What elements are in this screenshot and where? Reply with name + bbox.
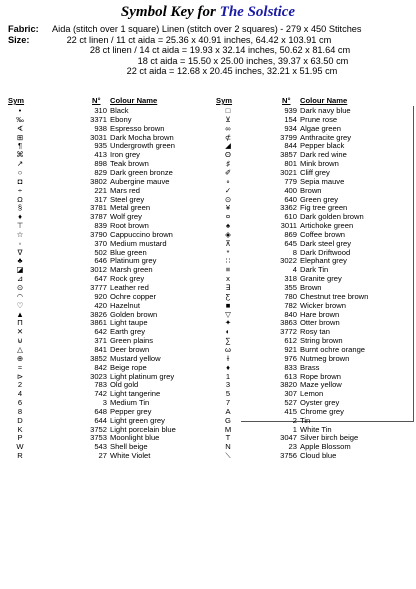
colour-number: 610 — [284, 212, 297, 222]
colour-number: 934 — [284, 123, 297, 133]
colour-name: Ebony — [110, 114, 132, 124]
symbol: ◪ — [16, 265, 24, 275]
colour-name: Dark Driftwood — [300, 247, 351, 257]
colour-name: Hazelnut — [110, 300, 140, 310]
symbol: ⌘ — [16, 150, 24, 160]
colour-number: 413 — [94, 150, 107, 160]
symbol: ⊤ — [16, 221, 24, 231]
symbol: ♡ — [16, 300, 24, 310]
colour-number: 420 — [94, 300, 107, 310]
colour-number: 3047 — [280, 433, 297, 443]
symbol: ∃ — [225, 283, 231, 292]
symbol: 8 — [17, 406, 23, 416]
size-line: 28 ct linen / 14 ct aida = 19.93 x 32.14 inches, 50.62 x 81.64 cm — [89, 45, 351, 56]
colour-name: Lemon — [300, 389, 324, 399]
symbol: ♦ — [18, 212, 22, 222]
symbol: R — [17, 451, 23, 461]
symbol: Π — [17, 318, 23, 328]
colour-number: 3826 — [90, 309, 107, 319]
symbol: □ — [225, 106, 231, 115]
colour-name: Chestnut tree brown — [300, 291, 369, 301]
colour-number: 400 — [284, 185, 297, 195]
colour-name: Oyster grey — [300, 398, 340, 408]
symbol: ⊌ — [17, 336, 23, 346]
colour-name: Burnt ochre orange — [300, 344, 366, 354]
symbol: ω — [225, 344, 231, 354]
pattern-info — [8, 24, 408, 77]
colour-number: 310 — [94, 106, 107, 115]
colour-number: 648 — [94, 406, 107, 416]
symbol: ♦ — [226, 362, 230, 372]
colour-number: 3012 — [90, 265, 107, 275]
colour-number: 646 — [94, 256, 107, 266]
colour-name: Green grey — [300, 194, 338, 204]
colour-name: Ochre copper — [110, 291, 157, 301]
colour-number: 898 — [94, 159, 107, 169]
colour-name: Light tangerine — [110, 389, 161, 399]
colour-name: Marsh green — [110, 265, 153, 275]
colour-number: 2 — [292, 415, 297, 425]
colour-number: 154 — [284, 114, 297, 124]
colour-name-header: Colour Name — [110, 96, 158, 105]
colour-name: Rosy tan — [300, 327, 330, 337]
colour-number: 613 — [284, 371, 297, 381]
symbol: ◢ — [225, 141, 231, 151]
symbol: ʘ — [225, 150, 231, 160]
symbol: T — [225, 433, 231, 443]
symbol: ◐ — [225, 327, 231, 337]
symbol: ■ — [225, 300, 231, 310]
symbol: ⊙ — [16, 283, 24, 292]
colour-number: 644 — [94, 415, 107, 425]
colour-name: Otter brown — [300, 318, 340, 328]
colour-number: 8 — [292, 247, 297, 257]
colour-number: 3852 — [90, 353, 107, 363]
colour-number: 221 — [94, 185, 107, 195]
colour-name: Undergrowth green — [110, 141, 176, 151]
symbol: W — [16, 442, 24, 452]
colour-number: 801 — [284, 159, 297, 169]
title-prefix: Symbol Key for — [120, 4, 216, 20]
colour-name: Green plains — [110, 336, 154, 346]
colour-name: Deer brown — [110, 344, 150, 354]
colour-name: Old gold — [110, 380, 139, 390]
colour-number: 27 — [98, 451, 107, 461]
symbol: ♣ — [17, 256, 23, 266]
colour-name: Chrome grey — [300, 406, 344, 416]
symbol: D — [17, 415, 23, 425]
colour-name: Moonlight blue — [110, 433, 160, 443]
colour-name: Light platinum grey — [110, 371, 175, 381]
colour-name: Sepia mauve — [300, 176, 345, 186]
symbol: Ƹ — [225, 291, 231, 301]
colour-number: 23 — [288, 442, 297, 452]
colour-name: Platinum grey — [110, 256, 157, 266]
colour-name: Cliff grey — [300, 167, 330, 177]
colour-number: 318 — [284, 274, 297, 284]
colour-name: Pepper black — [300, 141, 345, 151]
page-title — [0, 4, 416, 21]
colour-name: Artichoke green — [300, 221, 354, 231]
colour-number: 939 — [284, 106, 297, 115]
symbol: N — [225, 442, 231, 452]
colour-name: Golden brown — [110, 309, 158, 319]
symbol: 1 — [225, 371, 231, 381]
symbol: ▲ — [16, 309, 24, 319]
colour-number: 647 — [94, 274, 107, 284]
symbol: 5 — [225, 389, 231, 399]
colour-number: 3752 — [90, 424, 107, 434]
colour-number: 307 — [284, 389, 297, 399]
colour-number: 3861 — [90, 318, 107, 328]
colour-name: Espresso brown — [110, 123, 165, 133]
colour-number: 642 — [94, 327, 107, 337]
colour-number: 833 — [284, 362, 297, 372]
colour-number: 3781 — [90, 203, 107, 213]
size-line: 18 ct aida = 15.50 x 25.00 inches, 39.37 x 63.50 cm — [137, 55, 349, 66]
colour-name: Beige rope — [110, 362, 147, 372]
colour-number: 3753 — [90, 433, 107, 443]
colour-number: 3021 — [280, 167, 297, 177]
symbol: ⊙ — [224, 194, 232, 204]
sym-header: Sym — [216, 96, 233, 105]
colour-name: Dark green bronze — [110, 167, 173, 177]
colour-name: Blue green — [110, 247, 147, 257]
colour-name: Aubergine mauve — [110, 176, 170, 186]
colour-name: Steel grey — [110, 194, 145, 204]
symbol: P — [17, 433, 23, 443]
symbol: • — [18, 106, 22, 115]
colour-number: 3772 — [280, 327, 297, 337]
colour-number: 3362 — [280, 203, 297, 213]
colour-name: Nutmeg brown — [300, 353, 350, 363]
colour-name: Pepper grey — [110, 406, 152, 416]
colour-name: Anthracite grey — [300, 132, 352, 142]
colour-number: 415 — [284, 406, 297, 416]
colour-number: 782 — [284, 300, 297, 310]
colour-number: 371 — [94, 336, 107, 346]
colour-name: Medium Tin — [110, 398, 150, 408]
colour-name: Cloud blue — [300, 451, 337, 461]
colour-number: 841 — [94, 344, 107, 354]
colour-number: 645 — [284, 238, 297, 248]
symbol: ◘ — [17, 176, 23, 186]
symbol: x — [226, 274, 230, 284]
colour-number: 842 — [94, 362, 107, 372]
symbol: ¥ — [225, 203, 231, 213]
symbol: ∑ — [225, 336, 231, 346]
colour-name: Algae green — [300, 123, 341, 133]
colour-number: 840 — [284, 309, 297, 319]
colour-name: Hare brown — [300, 309, 340, 319]
symbol: ◈ — [225, 229, 231, 239]
colour-number: 527 — [284, 398, 297, 408]
symbol: ∞ — [225, 123, 231, 133]
colour-number: 3777 — [90, 283, 107, 292]
colour-number: 3802 — [90, 176, 107, 186]
symbol: ◠ — [16, 291, 24, 301]
colour-number: 612 — [284, 336, 297, 346]
colour-number: 640 — [284, 194, 297, 204]
symbol: ÷ — [17, 185, 23, 195]
colour-name: Tin — [300, 415, 311, 425]
colour-number: 370 — [94, 238, 107, 248]
colour-number: 783 — [94, 380, 107, 390]
colour-number: 779 — [284, 176, 297, 186]
symbol: ✐ — [224, 167, 232, 177]
colour-name: Silver birch beige — [300, 433, 359, 443]
symbol: ↗ — [16, 159, 24, 169]
symbol: 4 — [17, 389, 23, 399]
colour-name: Apple Blossom — [300, 442, 351, 452]
colour-number: 3756 — [280, 451, 297, 461]
symbol: ⊕ — [16, 353, 24, 363]
symbol: 7 — [225, 398, 231, 408]
symbol: ⟍ — [225, 451, 231, 461]
symbol: ⊻ — [225, 114, 231, 124]
colour-name: Rock grey — [110, 274, 145, 284]
symbol: ✕ — [16, 327, 24, 337]
colour-name: Black — [110, 106, 129, 115]
colour-number: 502 — [94, 247, 107, 257]
colour-number: 3011 — [280, 221, 297, 231]
symbol: ≡ — [225, 265, 231, 275]
colour-name: Brown — [300, 185, 322, 195]
symbol: § — [17, 203, 23, 213]
symbol: ⊄ — [224, 132, 232, 142]
colour-name: Teak brown — [110, 159, 149, 169]
colour-number: 3799 — [280, 132, 297, 142]
colour-name: Light porcelain blue — [110, 424, 176, 434]
size-row — [8, 35, 408, 46]
symbol: ≈ — [17, 362, 23, 372]
symbol: Ω — [17, 194, 23, 204]
symbol: ‰ — [16, 114, 24, 124]
colour-number: 3371 — [90, 114, 107, 124]
colour-name: Elephant grey — [300, 256, 347, 266]
colour-name: Dark golden brown — [300, 212, 364, 222]
colour-name: Earth grey — [110, 327, 146, 337]
fabric-text: Aida (stitch over 1 square) Linen (stitch over 2 squares) - 279 x 450 Stitches — [52, 24, 362, 34]
colour-number: 3031 — [90, 132, 107, 142]
colour-name: Light taupe — [110, 318, 148, 328]
colour-name: Wicker brown — [300, 300, 346, 310]
symbol: 3 — [225, 380, 231, 390]
colour-number: 976 — [284, 353, 297, 363]
colour-name: Root brown — [110, 221, 149, 231]
colour-name: White Violet — [110, 451, 151, 461]
symbol: 6 — [17, 398, 23, 408]
colour-name: Brass — [300, 362, 320, 372]
colour-number: 355 — [284, 283, 297, 292]
colour-number: 938 — [94, 123, 107, 133]
colour-name: Cappuccino brown — [110, 229, 173, 239]
size-line: 22 ct aida = 12.68 x 20.45 inches, 32.21 x 51.95 cm — [126, 66, 338, 77]
colour-name: Granite grey — [300, 274, 342, 284]
symbol: ✦ — [224, 318, 232, 328]
colour-name: Medium mustard — [110, 238, 167, 248]
colour-number: 317 — [94, 194, 107, 204]
sym-header: Sym — [8, 96, 25, 105]
colour-number: 829 — [94, 167, 107, 177]
fabric-label: Fabric: — [8, 24, 39, 34]
colour-name: Maze yellow — [300, 380, 342, 390]
colour-name: Iron grey — [110, 150, 140, 160]
symbol: ○ — [17, 167, 23, 177]
colour-number: 921 — [284, 344, 297, 354]
colour-name: Dark red wine — [300, 150, 347, 160]
colour-number: 869 — [284, 229, 297, 239]
colour-number: 3863 — [280, 318, 297, 328]
symbol: G — [225, 415, 231, 425]
colour-name-header: Colour Name — [300, 96, 348, 105]
symbol: ♯ — [226, 159, 230, 169]
colour-number: 3820 — [280, 380, 297, 390]
colour-number: 4 — [292, 265, 297, 275]
colour-number: 3022 — [280, 256, 297, 266]
colour-number: 935 — [94, 141, 107, 151]
colour-number: 3787 — [90, 212, 107, 222]
symbol: K — [17, 424, 23, 434]
symbol: ɫ — [226, 353, 230, 363]
colour-number: 3857 — [280, 150, 297, 160]
colour-number: 780 — [284, 291, 297, 301]
design-name: The Solstice — [219, 4, 296, 20]
symbol: ⊞ — [16, 132, 24, 142]
colour-name: Coffee brown — [300, 229, 346, 239]
colour-name: Wolf grey — [110, 212, 142, 222]
symbol: ∘ — [225, 176, 231, 186]
symbol: ✓ — [224, 185, 232, 195]
colour-name: Shell beige — [110, 442, 148, 452]
colour-name: Mink brown — [300, 159, 339, 169]
colour-name: Leather red — [110, 283, 149, 292]
symbol: ¤ — [225, 212, 231, 222]
symbol: ∷ — [225, 256, 231, 266]
size-label: Size: — [8, 34, 30, 45]
colour-name: Light green grey — [110, 415, 165, 425]
colour-name: White Tin — [300, 424, 332, 434]
size-line: 22 ct linen / 11 ct aida = 25.36 x 40.91 inches, 64.42 x 103.91 cm — [66, 34, 332, 45]
colour-number: 3790 — [90, 229, 107, 239]
colour-name: Prune rose — [300, 114, 338, 124]
colour-name: Dark Mocha brown — [110, 132, 174, 142]
symbol: M — [224, 424, 232, 434]
colour-number: 3023 — [90, 371, 107, 381]
colour-name: Rope brown — [300, 371, 341, 381]
symbol: * — [226, 247, 230, 257]
symbol: ∇ — [17, 247, 23, 257]
symbol: A — [225, 406, 231, 416]
symbol: ⊼ — [225, 238, 231, 248]
symbol: ⊳ — [16, 371, 24, 381]
symbol: ¶ — [17, 141, 23, 151]
num-header: N° — [92, 96, 101, 105]
symbol: ▽ — [225, 309, 231, 319]
colour-number: 1 — [292, 424, 297, 434]
colour-number: 3 — [102, 398, 107, 408]
colour-number: 839 — [94, 221, 107, 231]
colour-name: Brown — [300, 283, 322, 292]
fabric-row — [8, 24, 408, 35]
colour-name: String brown — [300, 336, 343, 346]
symbol: ⊿ — [16, 274, 24, 284]
colour-name: Metal green — [110, 203, 151, 213]
colour-name: Fig tree green — [300, 203, 348, 213]
colour-number: 844 — [284, 141, 297, 151]
symbol: △ — [17, 344, 23, 354]
colour-name: Dark Tin — [300, 265, 329, 275]
symbol: ◦ — [18, 238, 22, 248]
num-header: N° — [282, 96, 291, 105]
symbol: ☆ — [16, 229, 24, 239]
colour-name: Mars red — [110, 185, 140, 195]
colour-number: 543 — [94, 442, 107, 452]
colour-number: 920 — [94, 291, 107, 301]
symbol: 2 — [17, 380, 23, 390]
symbol: ∢ — [16, 123, 24, 133]
colour-name: Dark navy blue — [300, 106, 351, 115]
colour-number: 742 — [94, 389, 107, 399]
colour-name: Mustard yellow — [110, 353, 161, 363]
colour-name: Dark steel grey — [300, 238, 352, 248]
symbol: ♠ — [225, 221, 231, 231]
